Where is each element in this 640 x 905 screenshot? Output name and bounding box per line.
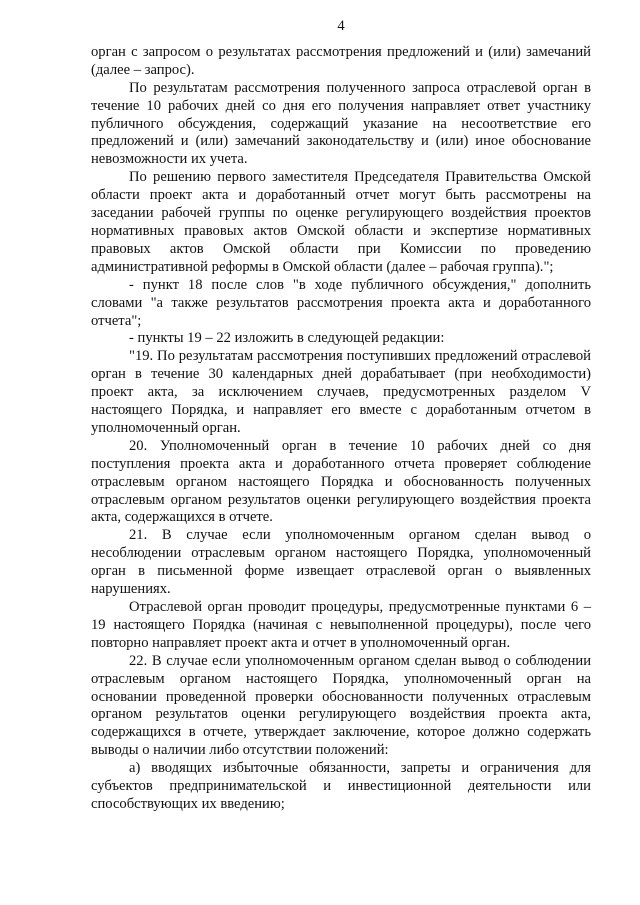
paragraph: "19. По результатам рассмотрения поступивших предложений отраслевой орган в течение 30 календарных дней дорабатывает (при необходимости) проект акта, за исключением случаев, предусмотренных разделом V настоящего Порядка, и направляет его вместе с доработанным отчетом в уполномоченный орган. xyxy=(91,348,591,436)
document-page xyxy=(91,18,591,814)
paragraph: 20. Уполномоченный орган в течение 10 рабочих дней со дня поступления проекта акта и доработанного отчета проверяет соблюдение отраслевым органом настоящего Порядка и обоснованность полученных отраслевым органом результатов оценки регулирующего воздействия проекта акта, содержащихся в отчете. xyxy=(91,437,591,526)
paragraph: 22. В случае если уполномоченным органом сделан вывод о соблюдении отраслевым органом настоящего Порядка, уполномоченный орган на основании проведенной проверки обоснованности полученных отраслевым органом результатов оценки регулирующего воздействия проекта акта, содержащихся в отчете, утверждает заключение, которое должно содержать выводы о наличии либо отсутствии положений: xyxy=(91,652,591,759)
document-body xyxy=(91,44,591,814)
paragraph: а) вводящих избыточные обязанности, запреты и ограничения для субъектов предпринимательской и инвестиционной деятельности или способствующих их введению; xyxy=(91,760,591,812)
page-number: 4 xyxy=(337,18,345,34)
paragraph: - пункт 18 после слов "в ходе публичного обсуждения," дополнить словами "а также результатов рассмотрения проекта акта и доработанного отчета"; xyxy=(91,276,591,329)
paragraph: По результатам рассмотрения полученного запроса отраслевой орган в течение 10 рабочих дней со дня его получения направляет ответ участнику публичного обсуждения, содержащий указание на несоответствие его предложений и (или) замечаний законодательству и (или) иное обоснование невозможности их учета. xyxy=(91,79,591,168)
paragraph: орган с запросом о результатах рассмотрения предложений и (или) замечаний (далее – запрос). xyxy=(91,43,591,78)
paragraph: По решению первого заместителя Председателя Правительства Омской области проект акта и доработанный отчет могут быть рассмотрены на заседании рабочей группы по оценке регулирующего воздействия проектов нормативных правовых актов Омской области и экспертизе нормативных правовых актов Омской области при Комиссии по проведению административной реформы в Омской области (далее – рабочая группа)."; xyxy=(91,169,591,275)
paragraph: 21. В случае если уполномоченным органом сделан вывод о несоблюдении отраслевым органом настоящего Порядка, уполномоченный орган в письменной форме извещает отраслевой орган о выявленных нарушениях. xyxy=(91,527,591,598)
paragraph: Отраслевой орган проводит процедуры, предусмотренные пунктами 6 – 19 настоящего Порядка (начиная с невыполненной процедуры), после чего повторно направляет проект акта и отчет в уполномоченный орган. xyxy=(91,599,591,651)
paragraph: - пункты 19 – 22 изложить в следующей редакции: xyxy=(129,330,445,347)
